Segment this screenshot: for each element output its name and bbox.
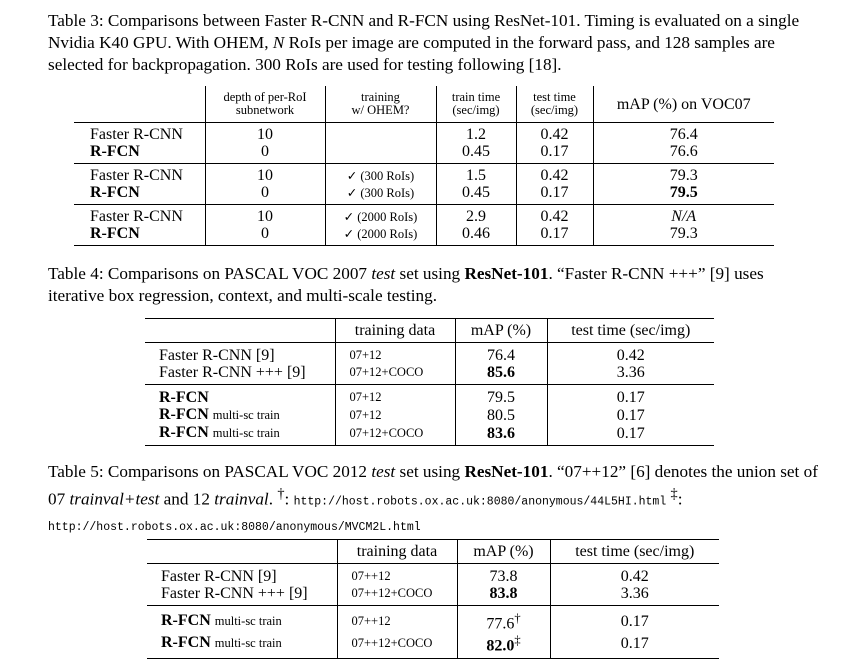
- table3-depth: 0: [205, 143, 325, 164]
- table3-header-ohem: training w/ OHEM?: [325, 86, 436, 123]
- table5-dagger-mark: †: [277, 486, 285, 502]
- table3-method-label: R-FCN: [90, 184, 140, 201]
- table-row: [147, 564, 719, 586]
- table4-map-value: 83.6: [487, 424, 515, 442]
- table4-map: [455, 424, 547, 446]
- table5-caption-text-5: .: [268, 489, 274, 509]
- table5-training-data: 07++12+COCO: [337, 632, 457, 658]
- table3-header-depth: depth of per-RoI subnetwork: [205, 86, 325, 123]
- table5-training-data: 07++12: [337, 564, 457, 586]
- table3-map: [593, 205, 774, 226]
- table-row: [74, 164, 774, 185]
- table3-map: [593, 123, 774, 144]
- table3-method: [74, 123, 205, 144]
- table5-caption-italic-1: test: [371, 462, 396, 481]
- table3-method: [74, 205, 205, 226]
- table4-test-time: 3.36: [616, 364, 645, 381]
- table-row: [74, 143, 774, 164]
- table3-train-time: 0.46: [436, 225, 516, 246]
- table5-caption-text-4: and 12: [163, 489, 210, 509]
- table4-header-row: [145, 319, 714, 343]
- table4-method-label: Faster R-CNN [9]: [159, 347, 275, 364]
- table4-map: [455, 385, 547, 407]
- table3-train-time: 0.45: [436, 143, 516, 164]
- table3-ohem: ✓ (300 RoIs): [325, 184, 436, 205]
- table5-map: [457, 606, 550, 633]
- table5-test-time: 0.42: [620, 568, 649, 585]
- table3-map: [593, 143, 774, 164]
- table4-map: [455, 364, 547, 385]
- table-row: [145, 385, 714, 407]
- table-row: [74, 123, 774, 144]
- table5-test-time: 0.17: [550, 632, 719, 658]
- table4-map: [455, 406, 547, 424]
- table3-ohem: ✓ (2000 RoIs): [325, 205, 436, 226]
- table4-caption-text-1: Comparisons on PASCAL VOC 2007: [107, 264, 368, 283]
- table3-test-time: 0.42: [516, 205, 593, 226]
- table3-caption: [48, 10, 818, 76]
- table4-method: [145, 385, 335, 407]
- table5-map: [457, 632, 550, 658]
- table3-ohem: ✓ (300 RoIs): [325, 164, 436, 185]
- table5-caption-text-2: set using: [399, 462, 461, 481]
- table5-test-time: 0.17: [550, 606, 719, 633]
- table4-caption-text-2: set using: [399, 264, 461, 283]
- table5-header-training: training data: [337, 540, 457, 564]
- table3-train-time: 2.9: [436, 205, 516, 226]
- table4-test-time: 0.17: [547, 424, 714, 446]
- table4-caption-bold: ResNet-101: [464, 264, 549, 283]
- table5-map-value: 77.6: [486, 615, 515, 633]
- table4-training-data: 07+12: [335, 385, 455, 407]
- table3-train-time: 1.2: [436, 123, 516, 144]
- table3-method: [74, 143, 205, 164]
- table5-method: [147, 632, 337, 658]
- table3-caption-text-2: RoIs per image are computed in the forward pass, and 128 samples are selected for backpropagation. 300 RoIs are used for testing following [18].: [48, 33, 775, 74]
- table4-map: [455, 343, 547, 365]
- table5-method-label: R-FCN: [161, 612, 211, 630]
- table5-method-suffix: multi-sc train: [214, 614, 282, 629]
- table3: [74, 86, 774, 246]
- table5-method-label: Faster R-CNN [9]: [161, 568, 277, 585]
- table5-caption-label: Table 5:: [48, 462, 104, 481]
- table5-url-2[interactable]: http://host.robots.ox.ac.uk:8080/anonymous/MVCM2L.html: [48, 520, 421, 534]
- table4-map-value: 79.5: [487, 389, 515, 406]
- table3-caption-variable: N: [272, 33, 285, 52]
- table3-test-time: 0.42: [516, 123, 593, 144]
- table3-test-time: 0.17: [516, 184, 593, 205]
- table4-caption: [48, 263, 818, 307]
- table5-method-label: Faster R-CNN +++ [9]: [161, 585, 308, 602]
- table5-map-value: 73.8: [489, 568, 518, 585]
- table3-header-map: mAP (%) on VOC07: [616, 95, 751, 113]
- table3-test-time: 0.17: [516, 143, 593, 164]
- table3-map: [593, 225, 774, 246]
- table5-method-suffix: multi-sc train: [214, 636, 282, 651]
- table5-method: [147, 585, 337, 606]
- table4-caption-text-3: . “Faster R-CNN +++” [9] uses iterative box regression, context, and multi-scale testing.: [48, 264, 764, 305]
- table3-method: [74, 164, 205, 185]
- table5-method: [147, 606, 337, 633]
- table4-method: [145, 343, 335, 365]
- table-row: [74, 225, 774, 246]
- table4-header-training: training data: [335, 319, 455, 343]
- table-row: [145, 364, 714, 385]
- table4-method-suffix: multi-sc train: [212, 408, 280, 422]
- table4-map-value: 80.5: [487, 406, 515, 424]
- table3-caption-label: Table 3:: [48, 11, 104, 30]
- table5-caption-italic-3: trainval: [214, 489, 269, 509]
- table4: [145, 318, 714, 446]
- table5-url-1[interactable]: http://host.robots.ox.ac.uk:8080/anonymous/44L5HI.html: [293, 495, 667, 509]
- table5-method-label: R-FCN: [161, 634, 211, 652]
- table3-map-value: 76.4: [669, 126, 698, 143]
- table-row: [145, 424, 714, 446]
- table4-map-value: 85.6: [487, 364, 515, 381]
- table4-caption-italic: test: [371, 264, 396, 283]
- table3-ohem: ✓ (2000 RoIs): [325, 225, 436, 246]
- table4-training-data: 07+12: [335, 406, 455, 424]
- table3-train-time: 1.5: [436, 164, 516, 185]
- table-row: [147, 606, 719, 633]
- table3-method: [74, 225, 205, 246]
- table3-map-value: 79.5: [669, 184, 698, 201]
- table5-header-test: test time (sec/img): [550, 540, 719, 564]
- table3-method-label: Faster R-CNN: [90, 208, 183, 225]
- table5-caption-bold: ResNet-101: [464, 462, 549, 481]
- table4-test-time: 0.42: [616, 347, 645, 364]
- table5-caption-text-3: . “07++12” [6] denotes the union set of 07: [48, 462, 818, 509]
- table3-depth: 0: [205, 225, 325, 246]
- table5-map: [457, 585, 550, 606]
- table5-caption-text-1: Comparisons on PASCAL VOC 2012: [107, 462, 368, 481]
- table3-test-time: 0.42: [516, 164, 593, 185]
- table4-caption-label: Table 4:: [48, 264, 104, 283]
- table3-map: [593, 164, 774, 185]
- table3-train-time: 0.45: [436, 184, 516, 205]
- table4-training-data: 07+12+COCO: [335, 424, 455, 446]
- table4-map-value: 76.4: [487, 347, 515, 364]
- table4-header-test: test time (sec/img): [547, 319, 714, 343]
- table3-map-value: 79.3: [669, 225, 698, 242]
- table4-method: [145, 364, 335, 385]
- table5-ddagger-mark: ‡: [670, 486, 678, 502]
- table5-map-value: 82.0: [486, 637, 515, 655]
- table5-map-footnote-mark: ‡: [514, 633, 521, 648]
- table5-training-data: 07++12: [337, 606, 457, 633]
- table3-depth: 0: [205, 184, 325, 205]
- table5-method: [147, 564, 337, 586]
- table4-method-label: R-FCN: [159, 406, 209, 423]
- table5-map: [457, 564, 550, 586]
- table5-header-map: mAP (%): [457, 540, 550, 564]
- table5: [147, 539, 719, 659]
- table3-method-label: Faster R-CNN: [90, 126, 183, 143]
- table4-training-data: 07+12: [335, 343, 455, 365]
- table4-method: [145, 424, 335, 446]
- table-row: [74, 184, 774, 205]
- table-row: [145, 343, 714, 365]
- table3-depth: 10: [205, 164, 325, 185]
- table-row: [147, 632, 719, 658]
- table4-test-time: 0.17: [547, 385, 714, 407]
- table3-caption-text-1: Comparisons between Faster R-CNN and R-FCN using ResNet-101. Timing is evaluated on a single Nvidia K40 GPU. With OHEM,: [48, 11, 800, 52]
- table4-method-label: Faster R-CNN +++ [9]: [159, 364, 306, 381]
- table3-depth: 10: [205, 123, 325, 144]
- table5-map-value: 83.8: [489, 585, 518, 602]
- table3-map-value: N/A: [671, 208, 697, 225]
- table4-header-map: mAP (%): [455, 319, 547, 343]
- table-row: [74, 205, 774, 226]
- table-row: [147, 585, 719, 606]
- table5-map-footnote-mark: †: [514, 611, 521, 625]
- table3-header-row: [74, 86, 774, 123]
- table3-map: [593, 184, 774, 205]
- table5-training-data: 07++12+COCO: [337, 585, 457, 606]
- table3-method: [74, 184, 205, 205]
- table3-depth: 10: [205, 205, 325, 226]
- table5-header-row: [147, 540, 719, 564]
- table3-map-value: 76.6: [669, 143, 698, 160]
- table4-method-label: R-FCN: [159, 389, 209, 406]
- table3-method-label: Faster R-CNN: [90, 167, 183, 184]
- table3-header-train-time: train time (sec/img): [436, 86, 516, 123]
- table3-header-test-time: test time (sec/img): [516, 86, 593, 123]
- table-row: [145, 406, 714, 424]
- table3-method-label: R-FCN: [90, 143, 140, 160]
- table5-caption: Table 5: Comparisons on PASCAL VOC 2012 test set using ResNet-101. “07++12” [6] denotes the union set of 07 trainval+test and 12 trainval. †: http://host.robots.ox.ac.uk:8080/anonymous/44L5HI.html ‡: http://host.robots.ox.ac.uk:8080/anonymous/MVCM2L.html: [48, 462, 818, 534]
- table4-method-label: R-FCN: [159, 424, 209, 441]
- table3-ohem: [325, 123, 436, 144]
- table3-ohem: [325, 143, 436, 164]
- table4-test-time: 0.17: [616, 406, 645, 424]
- table5-caption-italic-2: trainval+test: [69, 489, 160, 509]
- table3-method-label: R-FCN: [90, 225, 140, 242]
- table4-training-data: 07+12+COCO: [335, 364, 455, 385]
- table4-method-suffix: multi-sc train: [212, 426, 280, 440]
- table3-test-time: 0.17: [516, 225, 593, 246]
- table5-test-time: 3.36: [620, 585, 649, 602]
- table4-method: [145, 406, 335, 424]
- table3-map-value: 79.3: [669, 167, 698, 184]
